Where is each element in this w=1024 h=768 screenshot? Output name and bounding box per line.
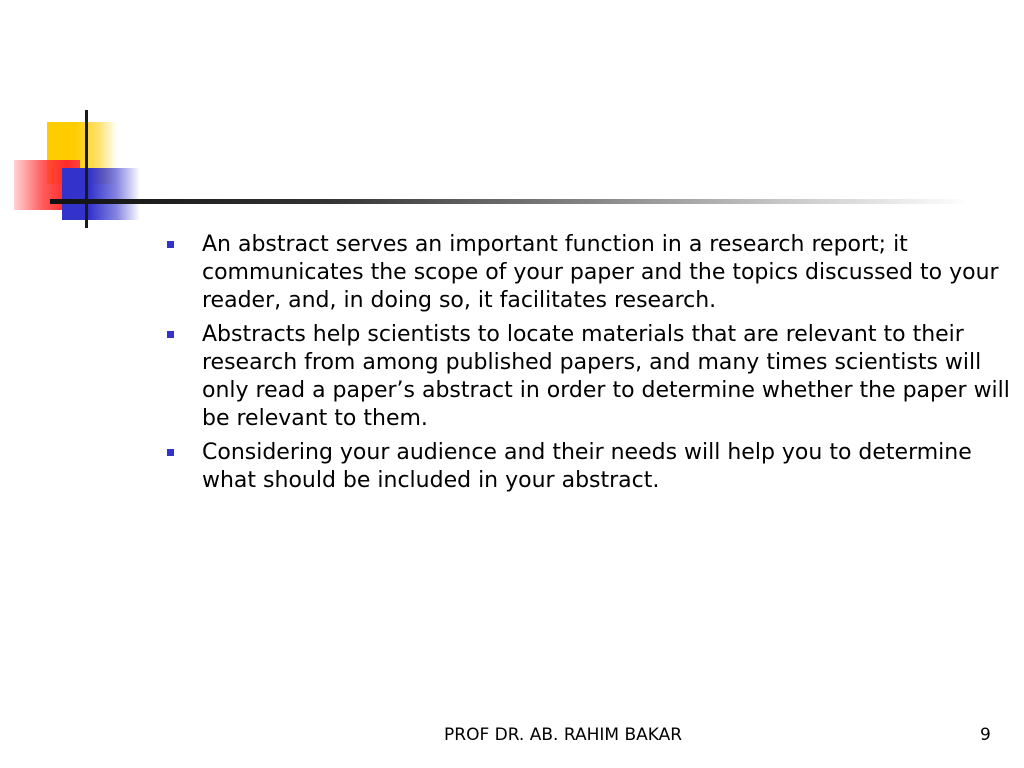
bullet-text: Abstracts help scientists to locate materials that are relevant to their research from among published papers, and many times scientists will only read a paper’s abstract in order to determine whether the paper will be relevant to them. <box>202 322 1010 431</box>
bullet-item <box>166 231 1018 315</box>
decorative-blue-square <box>62 168 140 220</box>
bullet-text: An abstract serves an important function in a research report; it communicates the scope of your paper and the topics discussed to your reader, and, in doing so, it facilitates research. <box>202 232 999 313</box>
bullet-square-icon <box>167 241 174 248</box>
bullet-item <box>166 321 1018 433</box>
decorative-horizontal-rule <box>50 199 970 204</box>
footer-author: PROF DR. AB. RAHIM BAKAR <box>444 725 683 745</box>
bullet-text: Considering your audience and their needs will help you to determine what should be included in your abstract. <box>202 440 972 493</box>
page-number: 9 <box>980 725 991 745</box>
bullet-square-icon <box>167 449 174 456</box>
bullet-list <box>166 231 1018 501</box>
bullet-square-icon <box>167 331 174 338</box>
bullet-item <box>166 439 1018 495</box>
decorative-vertical-line <box>85 110 88 228</box>
